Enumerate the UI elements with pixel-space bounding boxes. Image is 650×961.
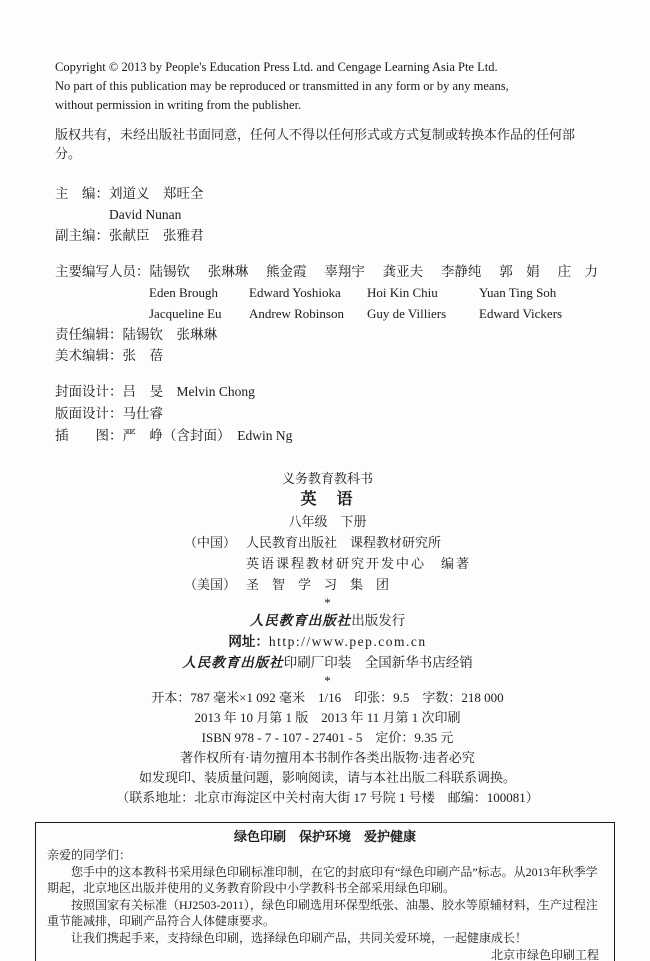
layout-designer: 马仕睿 bbox=[122, 406, 163, 421]
green-box-title: 绿色印刷 保护环境 爱护健康 bbox=[233, 829, 416, 844]
deputy-editor-row bbox=[55, 225, 600, 246]
art-editor-row bbox=[55, 345, 600, 366]
author-row bbox=[184, 574, 471, 595]
writer-name: 熊金霞 bbox=[266, 264, 307, 279]
chief-editor-label: 主 编： bbox=[55, 186, 109, 201]
art-editor-label: 美术编辑： bbox=[55, 348, 123, 363]
writer-name: 李静纯 bbox=[440, 264, 482, 279]
illustrators: 严 峥（含封面） Edwin Ng bbox=[122, 428, 293, 443]
format-line: 开本：787 毫米×1 092 毫米 1/16 印张：9.5 字数：218 000 bbox=[151, 690, 504, 705]
isbn-line: ISBN 978 - 7 - 107 - 27401 - 5 定价：9.35 元 bbox=[201, 730, 454, 745]
green-notice-paragraph: 按照国家有关标准（HJ2503-2011），绿色印刷选用环保型纸张、油墨、胶水等原辅材料，生产过程注重节能减排，印刷产品符合人体健康要求。 bbox=[47, 897, 598, 928]
print-suffix: 印刷厂印装 全国新华书店经销 bbox=[283, 655, 473, 670]
publisher-script-logo: 人民教育出版社 bbox=[182, 655, 284, 670]
writer-name-en: Yuan Ting Soh bbox=[479, 285, 557, 300]
copyright-line: No part of this publication may be reproduced or transmitted in any form or by any means, bbox=[55, 79, 509, 93]
staff-block bbox=[55, 183, 600, 366]
responsible-editor-label: 责任编辑： bbox=[55, 327, 123, 342]
design-block bbox=[55, 381, 600, 447]
quality-line: 如发现印、装质量问题，影响阅读，请与本社出版二科联系调换。 bbox=[138, 770, 516, 785]
author-text: 人民教育出版社 课程教材研究所 bbox=[245, 535, 441, 550]
website-line bbox=[55, 631, 600, 652]
chief-editor-row bbox=[55, 183, 600, 204]
illustration-row bbox=[55, 425, 600, 447]
author-row bbox=[184, 553, 471, 574]
colophon-center bbox=[55, 468, 600, 808]
edition-line: 2013 年 10 月第 1 版 2013 年 11 月第 1 次印刷 bbox=[194, 710, 461, 725]
cover-designers: 吕 旻 Melvin Chong bbox=[122, 384, 255, 399]
writer-name: 郭 娟 bbox=[499, 264, 540, 279]
writers-row bbox=[55, 261, 600, 282]
author-region bbox=[184, 553, 246, 574]
writer-name: 龚亚夫 bbox=[382, 264, 424, 279]
copyright-zh-line: 版权共有，未经出版社书面同意，任何人不得以任何形式或方式复制或转换本作品的任何部分。 bbox=[55, 127, 576, 161]
printer-line bbox=[55, 652, 600, 673]
layout-design-row bbox=[55, 403, 600, 425]
copyright-block bbox=[55, 58, 600, 115]
writers-en-row bbox=[55, 303, 600, 324]
writer-name-en: Guy de Villiers bbox=[367, 306, 447, 321]
author-text: 英语课程教材研究开发中心 编著 bbox=[245, 556, 471, 571]
writers-label: 主要编写人员： bbox=[55, 264, 150, 279]
deputy-editor-label: 副主编： bbox=[55, 228, 109, 243]
art-editor-name: 张 蓓 bbox=[122, 348, 163, 363]
website-label: 网址： bbox=[228, 634, 269, 649]
writer-name-en: Edward Yoshioka bbox=[249, 285, 341, 300]
chief-editor-names: 刘道义 郑旺全 bbox=[109, 186, 204, 201]
writer-name-en: Hoi Kin Chiu bbox=[367, 285, 438, 300]
cover-design-label: 封面设计： bbox=[55, 384, 123, 399]
grade-volume: 八年级 下册 bbox=[288, 514, 367, 529]
copyright-line: without permission in writing from the publisher. bbox=[55, 98, 302, 112]
writer-name-en: Eden Brough bbox=[149, 285, 218, 300]
author-region: （美国） bbox=[183, 577, 236, 592]
green-notice-paragraph: 让我们携起手来，支持绿色印刷，选择绿色印刷产品，共同关爱环境，一起健康成长！ bbox=[71, 930, 528, 945]
authors-block bbox=[184, 532, 471, 595]
author-region: （中国） bbox=[183, 535, 236, 550]
layout-design-label: 版面设计： bbox=[55, 406, 123, 421]
writer-name: 陆锡钦 bbox=[149, 264, 190, 279]
writer-name-en: Andrew Robinson bbox=[249, 306, 344, 321]
green-box-salutation: 亲爱的同学们： bbox=[47, 848, 132, 862]
green-notice-paragraph: 您手中的这本教科书采用绿色印刷标准印制，在它的封底印有“绿色印刷产品”标志。从2013年秋季学期起，北京地区出版并使用的义务教育阶段中小学教科书全部采用绿色印刷。 bbox=[47, 864, 598, 895]
author-row bbox=[184, 532, 471, 553]
responsible-editor-names: 陆锡钦 张琳琳 bbox=[122, 327, 217, 342]
writer-name: 辜翔宇 bbox=[324, 264, 365, 279]
series-title: 义务教育教科书 bbox=[281, 471, 373, 486]
chief-editor-en: David Nunan bbox=[109, 207, 182, 222]
illustration-label: 插 图： bbox=[55, 428, 123, 443]
green-print-notice-box bbox=[35, 822, 615, 961]
contact-line: （联系地址：北京市海淀区中关村南大街 17 号院 1 号楼 邮编：100081） bbox=[116, 790, 539, 805]
website-url: http://www.pep.com.cn bbox=[268, 634, 427, 649]
publish-suffix: 出版发行 bbox=[351, 613, 406, 628]
green-box-signature: 北京市绿色印刷工程 bbox=[490, 948, 599, 961]
publisher-line bbox=[55, 610, 600, 631]
rights-line: 著作权所有·请勿擅用本书制作各类出版物·违者必究 bbox=[180, 750, 475, 765]
writer-name: 庄 力 bbox=[557, 264, 598, 279]
writers-en-row bbox=[55, 282, 600, 303]
responsible-editor-row bbox=[55, 324, 600, 345]
author-text: 圣 智 学 习 集 团 bbox=[245, 577, 389, 592]
writer-name-en: Edward Vickers bbox=[479, 306, 563, 321]
writers-zh-list bbox=[150, 261, 601, 282]
publisher-script-logo: 人民教育出版社 bbox=[249, 613, 352, 628]
writer-name: 张琳琳 bbox=[207, 264, 249, 279]
separator-star: * bbox=[324, 595, 331, 610]
writer-name-en: Jacqueline Eu bbox=[149, 306, 222, 321]
copyright-line: Copyright © 2013 by People's Education Press Ltd. and Cengage Learning Asia Pte Ltd. bbox=[55, 60, 498, 74]
book-title: 英 语 bbox=[300, 491, 355, 508]
deputy-editor-names: 张献臣 张雅君 bbox=[109, 228, 204, 243]
separator-star: * bbox=[324, 673, 331, 688]
cover-design-row bbox=[55, 381, 600, 403]
